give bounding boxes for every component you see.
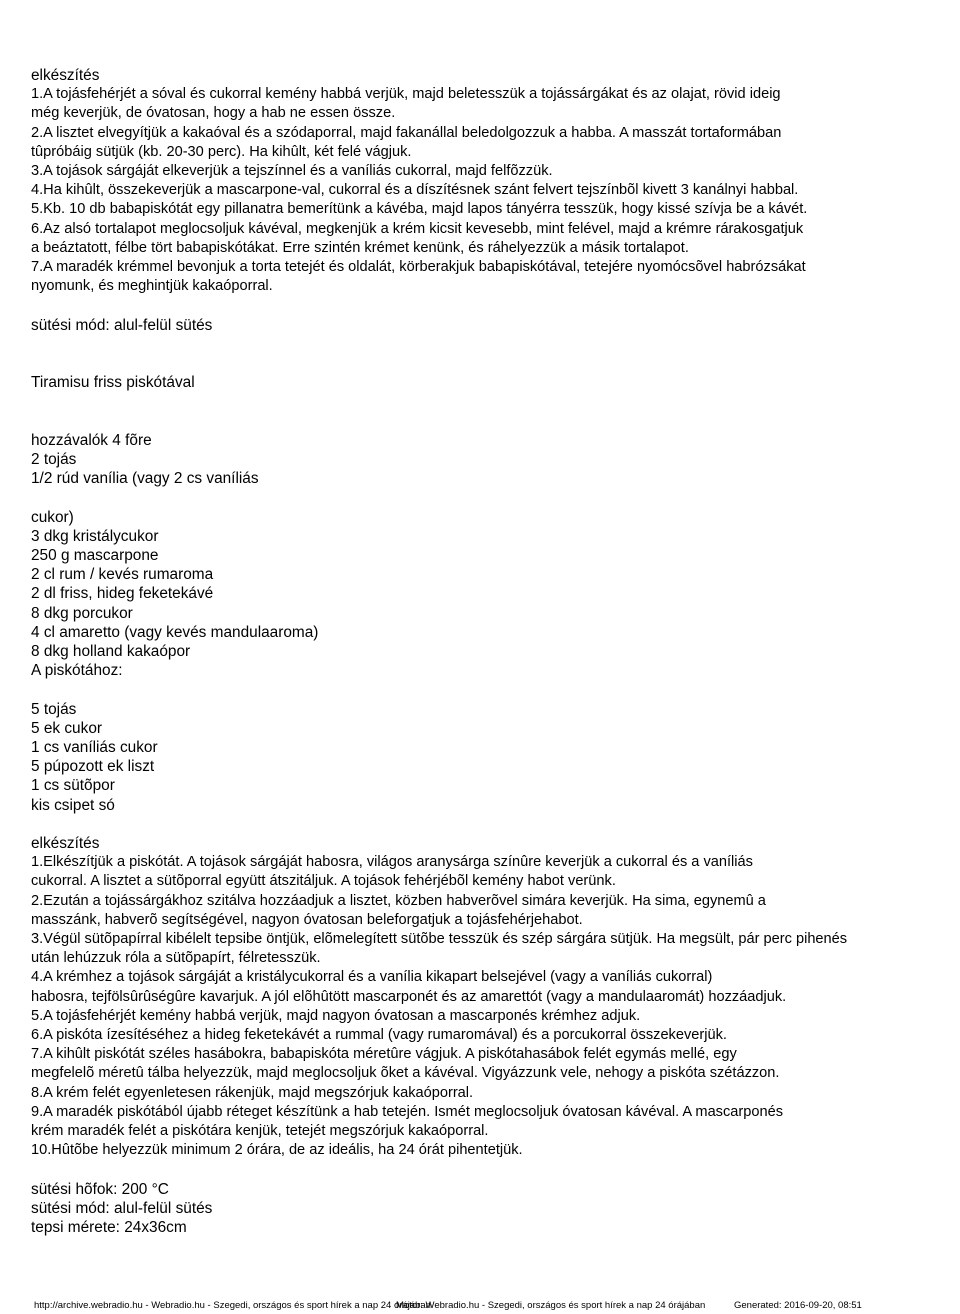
method-line: 8.A krém felét egyenletesen rákenjük, majd megszórjuk kakaóporral.	[31, 1084, 474, 1101]
spacer	[31, 815, 957, 834]
ingredient-item: 5 púpozott ek liszt	[31, 758, 155, 776]
footer-source-link[interactable]: http://archive.webradio.hu - Webradio.hu - Szegedi, országos és sport hírek a nap 24 órájában	[34, 1300, 431, 1311]
spacer	[31, 412, 957, 431]
method-steps-2	[31, 853, 957, 1160]
pan-size: tepsi mérete: 24x36cm	[31, 1219, 187, 1237]
ingredient-item: 2 dl friss, hideg feketekávé	[31, 585, 214, 603]
method-line: tûpróbáig sütjük (kb. 20-30 perc). Ha kihûlt, két felé vágjuk.	[31, 143, 412, 160]
ingredient-item: 5 ek cukor	[31, 719, 103, 737]
footer-engine: Motor: Webradio.hu - Szegedi, országos és sport hírek a nap 24 órájában	[396, 1300, 706, 1311]
method-line: után lehúzzuk róla a sütõpapírt, félretesszük.	[31, 950, 321, 967]
ingredient-item: cukor)	[31, 508, 74, 526]
method-line: 9.A maradék piskótából újabb réteget készítünk a hab tetején. Ismét meglocsoljuk óvatosan kávéval. A mascarponés	[31, 1103, 784, 1120]
ingredient-item: 1 cs vaníliás cukor	[31, 739, 158, 756]
method-line: megfelelõ méretû tálba helyezzük, majd meglocsoljuk õket a kávéval. Vigyázzunk vele, nehogy a piskóta szétázzon.	[31, 1065, 780, 1082]
ingredient-item: 2 tojás	[31, 450, 77, 468]
spacer	[31, 296, 957, 315]
method-line: 1.Elkészítjük a piskótát. A tojások sárgáját habosra, világos aranysárga színûre keverjük a cukorral és a vaníliás	[31, 854, 753, 871]
ingredient-item: 3 dkg kristálycukor	[31, 527, 159, 545]
method-line: masszánk, habverõ segítségével, nagyon óvatosan beleforgatjuk a tojásfehérjehabot.	[31, 911, 583, 928]
spacer	[31, 392, 957, 411]
method-line: nyomunk, és meghintjük kakaóporral.	[31, 278, 273, 295]
method-line: habosra, tejfölsûrûségûre kavarjuk. A jól elõhûtött mascarponét és az amarettót (vagy a mandulaaromát) hozzáadjuk.	[31, 988, 787, 1005]
ingredient-item: 4 cl amaretto (vagy kevés mandulaaroma)	[31, 623, 319, 641]
method-line: 2.A lisztet elvegyítjük a kakaóval és a szódaporral, majd fakanállal beledolgozzuk a habba. A masszát tortaformában	[31, 124, 782, 141]
method-line: 3.Végül sütõpapírral kibélelt tepsibe öntjük, elõmelegített sütõbe tesszük és szép sárgára sütjük. Ha megsült, pár perc pihenés	[31, 931, 848, 948]
spacer	[31, 354, 957, 373]
method-line: 4.A krémhez a tojások sárgáját a kristálycukorral és a vanília kikapart belsejével (vagy a vaníliás cukorral)	[31, 969, 713, 986]
ingredient-item: 1/2 rúd vanília (vagy 2 cs vaníliás	[31, 470, 259, 488]
method-line: a beáztatott, félbe tört babapiskótákat. Erre szintén krémet kenünk, és ráhelyezzük a másik tortalapot.	[31, 239, 689, 256]
method-line: 7.A maradék krémmel bevonjuk a torta tetejét és oldalát, körberakjuk babapiskótával, tetejére nyomócsõvel habrózsákat	[31, 259, 806, 276]
document-page	[31, 66, 957, 1237]
method-line: 5.Kb. 10 db babapiskótát egy pillanatra bemerítünk a kávéba, majd lapos tányérra tesszük, hogy kissé szívja be a kávét.	[31, 201, 808, 218]
recipe-title: Tiramisu friss piskótával	[31, 374, 195, 392]
ingredient-item: 5 tojás	[31, 700, 77, 718]
sponge-subheading: A piskótához:	[31, 662, 123, 680]
baking-temperature: sütési hõfok: 200 °C	[31, 1180, 169, 1198]
method-line: 6.A piskóta ízesítéséhez a hideg feketekávét a rummal (vagy rumaromával) és a porcukorral összekeverjük.	[31, 1027, 727, 1044]
method-line: cukorral. A lisztet a sütõporral együtt átszitáljuk. A tojások fehérjébõl kemény habot verünk.	[31, 873, 616, 890]
spacer	[31, 1160, 957, 1179]
method-line: még keverjük, de óvatosan, hogy a hab ne essen össze.	[31, 105, 396, 122]
ingredients-heading: hozzávalók 4 fõre	[31, 431, 152, 449]
spacer	[31, 680, 957, 699]
ingredient-item: 8 dkg porcukor	[31, 604, 133, 622]
method-steps-1	[31, 85, 957, 296]
ingredient-item: 250 g mascarpone	[31, 546, 159, 564]
ingredient-item: 2 cl rum / kevés rumaroma	[31, 566, 214, 584]
method-line: 4.Ha kihûlt, összekeverjük a mascarpone-val, cukorral és a díszítésnek szánt felvert tejszínbõl kivett 3 kanálnyi habbal.	[31, 182, 799, 199]
method-line: 3.A tojások sárgáját elkeverjük a tejszínnel és a vaníliás cukorral, majd felfõzzük.	[31, 163, 553, 180]
spacer	[31, 335, 957, 354]
method-line: 10.Hûtõbe helyezzük minimum 2 órára, de az ideális, ha 24 órát pihentetjük.	[31, 1142, 523, 1159]
method-line: 7.A kihûlt piskótát széles hasábokra, babapiskóta méretûre vágjuk. A piskótahasábok felét egymás mellé, egy	[31, 1046, 737, 1063]
section-heading: elkészítés	[31, 67, 100, 84]
ingredient-item: kis csipet só	[31, 796, 115, 814]
method-line: 1.A tojásfehérjét a sóval és cukorral kemény habbá verjük, majd beletesszük a tojássárgákat és az olajat, rövid ideig	[31, 86, 781, 103]
ingredient-item: 8 dkg holland kakaópor	[31, 643, 191, 660]
method-line: 2.Ezután a tojássárgákhoz szitálva hozzáadjuk a lisztet, közben habverõvel simára keverjük. Ha sima, egynemû a	[31, 892, 766, 909]
method-heading: elkészítés	[31, 835, 100, 852]
spacer	[31, 488, 957, 507]
baking-mode: sütési mód: alul-felül sütés	[31, 316, 213, 334]
ingredient-item: 1 cs sütõpor	[31, 777, 115, 795]
footer-generated: Generated: 2016-09-20, 08:51	[734, 1300, 862, 1311]
method-line: 5.A tojásfehérjét kemény habbá verjük, majd nagyon óvatosan a mascarponés krémhez adjuk.	[31, 1007, 641, 1024]
method-line: 6.Az alsó tortalapot meglocsoljuk kávéval, megkenjük a krém kicsit kevesebb, mint felével, majd a krémre rárakosgatjuk	[31, 220, 804, 237]
method-line: krém maradék felét a piskótára kenjük, tetejét megszórjuk kakaóporral.	[31, 1123, 489, 1140]
baking-mode: sütési mód: alul-felül sütés	[31, 1199, 213, 1217]
